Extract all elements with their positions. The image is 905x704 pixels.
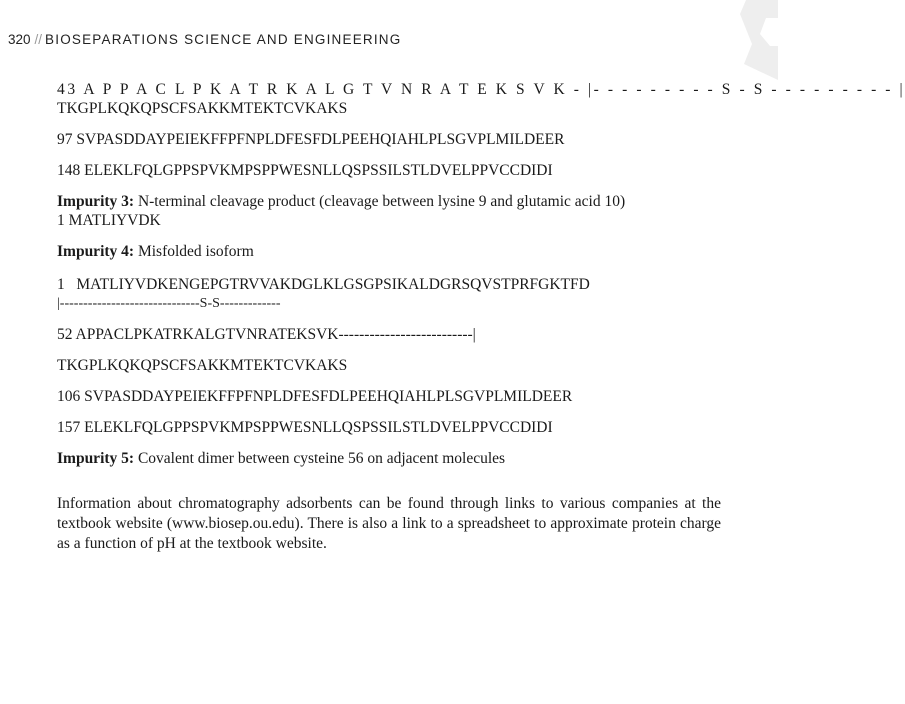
sequence-line-148: 148 ELEKLFQLGPPSPVKMPSPPWESNLLQSPSSILSTLDVELPPVCCDIDI xyxy=(57,162,553,179)
impurity-4-description: Misfolded isoform xyxy=(137,243,254,260)
impurity-4-disulfide-line: |------------------------------S-S------------- xyxy=(57,296,281,311)
impurity-4-caption xyxy=(57,242,747,261)
closing-paragraph: Information about chromatography adsorbents can be found through links to various companies at the textbook website (www.biosep.ou.edu). There is also a link to a spreadsheet to approximate protein charge as a function of pH at the textbook website. xyxy=(57,495,721,552)
sequence-line-97: 97 SVPASDDAYPEIEKFFPFNPLDFESFDLPEEHQIAHLPLSGVPLMILDEER xyxy=(57,131,565,148)
header-separator: // xyxy=(34,32,43,47)
sequence-line-43-continuation: TKGPLKQKQPSCFSAKKMTEKTCVKAKS xyxy=(57,100,348,117)
impurity-5-label: Impurity 5: xyxy=(57,450,135,467)
impurity-4-label: Impurity 4: xyxy=(57,243,135,260)
impurity-3-caption xyxy=(57,192,717,211)
impurity-4-sequence-line-52: 52 APPACLPKATRKALGTVNRATEKSVK--------------------------| xyxy=(57,326,476,343)
running-header xyxy=(8,32,401,47)
impurity-3-label: Impurity 3: xyxy=(57,193,135,210)
impurity-4-sequence-line-157: 157 ELEKLFQLGPPSPVKMPSPPWESNLLQSPSSILSTLDVELPPVCCDIDI xyxy=(57,419,553,436)
book-title: BIOSEPARATIONS SCIENCE AND ENGINEERING xyxy=(45,32,402,47)
impurity-5-caption xyxy=(57,449,747,468)
page-body xyxy=(57,80,905,554)
impurity-4-sequence-line-1: 1 MATLIYVDKENGEPGTRVVAKDGLKLGSGPSIKALDGRSQVSTPRFGKTFD xyxy=(57,276,590,293)
page-number: 320 xyxy=(8,32,31,47)
impurity-3-description: N-terminal cleavage product (cleavage between lysine 9 and glutamic acid 10) xyxy=(137,193,626,210)
page-corner-logo xyxy=(738,0,778,80)
impurity-5-description: Covalent dimer between cysteine 56 on adjacent molecules xyxy=(137,450,506,467)
impurity-4-sequence-line-52-continuation: TKGPLKQKQPSCFSAKKMTEKTCVKAKS xyxy=(57,357,348,374)
sequence-line-43: 43 A P P A C L P K A T R K A L G T V N R A T E K S V K - |- - - - - - - - - S - S - - - - - - - - - | xyxy=(57,81,905,98)
impurity-4-sequence-line-106: 106 SVPASDDAYPEIEKFFPFNPLDFESFDLPEEHQIAHLPLSGVPLMILDEER xyxy=(57,388,573,405)
impurity-3-sequence: 1 MATLIYVDK xyxy=(57,212,161,229)
